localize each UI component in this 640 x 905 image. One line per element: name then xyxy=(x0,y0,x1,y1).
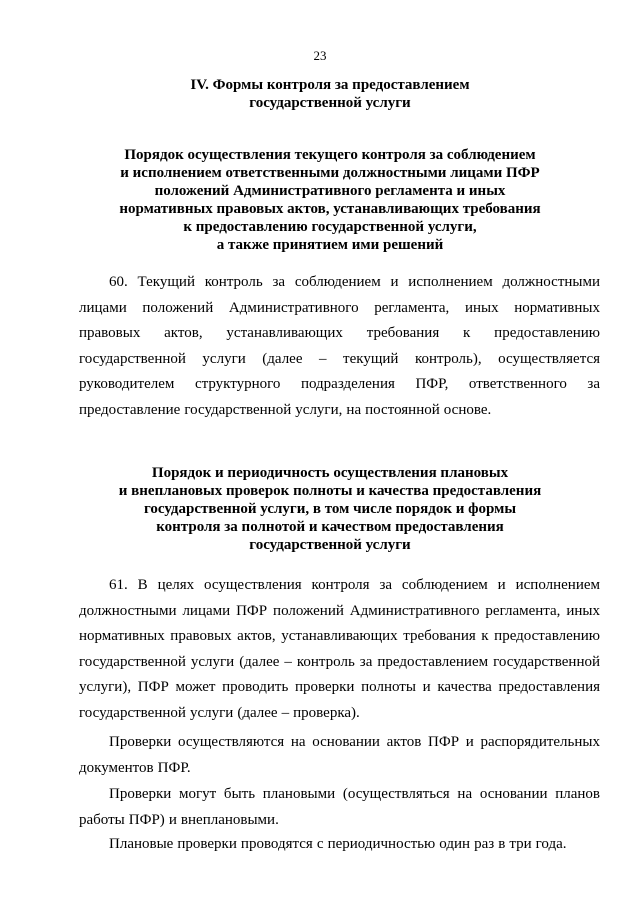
subheading-line: контроля за полнотой и качеством предоставления xyxy=(156,519,504,535)
subheading-line: и исполнением ответственными должностными лицами ПФР xyxy=(120,165,540,181)
subheading-line: государственной услуги, в том числе порядок и формы xyxy=(143,501,517,517)
paragraph-60: 60. Текущий контроль за соблюдением и исполнением должностными лицами положений Административного регламента, иных нормативных правовых актов, устанавливающих требования к предоставлению государственной услуги (далее – текущий контроль), осуществляется руководителем структурного подразделения ПФР, ответственного за предоставление государственной услуги, на постоянной основе. xyxy=(79,274,600,418)
subheading-line: государственной услуги xyxy=(249,537,411,553)
subheading-inspections xyxy=(60,464,600,554)
subheading-line: к предоставлению государственной услуги, xyxy=(183,219,477,235)
subheading-line: Порядок и периодичность осуществления плановых xyxy=(151,465,509,481)
paragraph-61: 61. В целях осуществления контроля за соблюдением и исполнением должностными лицами ПФР положений Административного регламента, иных нормативных правовых актов, устанавливающих требования к предоставлению государственной услуги (далее – контроль за предоставлением государственной услуги), ПФР может проводить проверки полноты и качества предоставления государственной услуги (далее – проверка). xyxy=(79,577,600,721)
section-title-line: IV. Формы контроля за предоставлением xyxy=(190,77,470,93)
paragraph-61-inspection-basis: Проверки осуществляются на основании актов ПФР и распорядительных документов ПФР. xyxy=(79,734,600,776)
section-title xyxy=(60,76,600,112)
paragraph-61-inspection-types: Проверки могут быть плановыми (осуществляться на основании планов работы ПФР) и внеплановыми. xyxy=(79,786,600,828)
subheading-line: положений Административного регламента и иных xyxy=(154,183,506,199)
subheading-line: и внеплановых проверок полноты и качества предоставления xyxy=(118,483,542,499)
section-title-line: государственной услуги xyxy=(249,95,411,111)
subheading-current-control xyxy=(60,146,600,254)
subheading-line: а также принятием ими решений xyxy=(216,237,444,253)
subheading-line: нормативных правовых актов, устанавливающих требования xyxy=(119,201,541,217)
paragraph-61-periodicity: Плановые проверки проводятся с периодичностью один раз в три года. xyxy=(109,836,567,852)
subheading-line: Порядок осуществления текущего контроля за соблюдением xyxy=(124,147,536,163)
page-number: 23 xyxy=(313,48,327,63)
